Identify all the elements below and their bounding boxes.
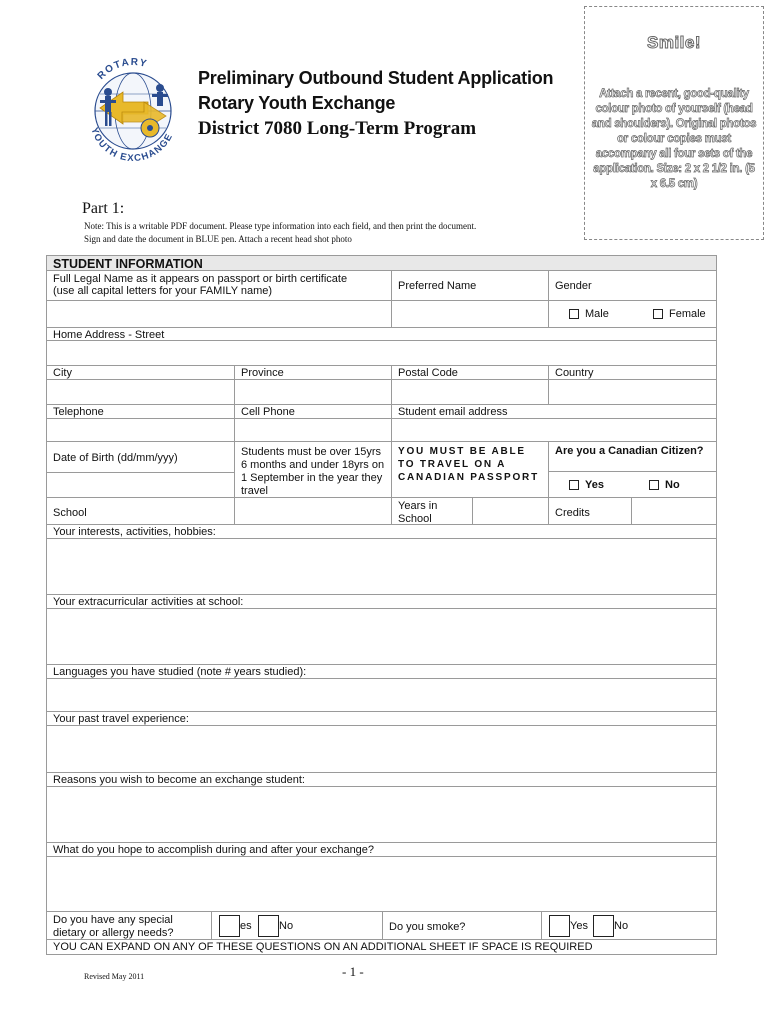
dietary-yes-checkbox[interactable] — [219, 915, 240, 937]
dietary-no-checkbox[interactable] — [258, 915, 279, 937]
passport-requirement: YOU MUST BE ABLE TO TRAVEL ON A CANADIAN PASSPORT — [391, 441, 549, 498]
revised-date: Revised May 2011 — [84, 972, 145, 981]
city-label: City — [46, 365, 235, 380]
gender-female-option[interactable] — [653, 308, 706, 320]
citizen-no-option[interactable] — [649, 479, 680, 491]
interests-label: Your interests, activities, hobbies: — [46, 524, 717, 539]
male-checkbox[interactable] — [569, 309, 579, 319]
citizen-no-label: No — [665, 479, 680, 491]
country-field[interactable] — [548, 379, 717, 405]
citizen-yes-label: Yes — [585, 479, 604, 491]
home-address-field[interactable] — [46, 340, 717, 366]
gender-options — [548, 300, 717, 328]
preferred-name-field[interactable] — [391, 300, 549, 328]
years-in-school-field[interactable] — [472, 497, 549, 525]
smoke-no-option[interactable] — [593, 915, 628, 937]
legal-name-label-2: (use all capital letters for your FAMILY name) — [53, 285, 273, 297]
rotary-youth-exchange-logo — [78, 56, 188, 166]
citizen-no-checkbox[interactable] — [649, 480, 659, 490]
school-field[interactable] — [234, 497, 392, 525]
dietary-yes-label: es — [240, 919, 252, 932]
legal-name-label — [46, 270, 392, 301]
city-field[interactable] — [46, 379, 235, 405]
smoke-label: Do you smoke? — [382, 911, 542, 940]
legal-name-field[interactable] — [46, 300, 392, 328]
section-title-text: STUDENT INFORMATION — [53, 257, 203, 271]
title-district: District 7080 Long-Term Program — [198, 118, 477, 139]
school-label: School — [46, 497, 235, 525]
page-number: - 1 - — [342, 964, 364, 979]
home-address-label: Home Address - Street — [46, 327, 717, 341]
dob-label: Date of Birth (dd/mm/yyy) — [46, 441, 235, 473]
postal-code-field[interactable] — [391, 379, 549, 405]
languages-label: Languages you have studied (note # years studied): — [46, 664, 717, 679]
section-title — [46, 255, 717, 271]
travel-field[interactable] — [46, 725, 717, 773]
female-label: Female — [669, 308, 706, 320]
accomplish-field[interactable] — [46, 856, 717, 912]
smoke-no-label: No — [614, 919, 629, 932]
citizen-options — [548, 471, 717, 498]
part-label: Part 1: — [82, 200, 125, 217]
male-label: Male — [585, 308, 609, 320]
reasons-field[interactable] — [46, 786, 717, 843]
age-requirement: Students must be over 15yrs 6 months and under 18yrs on 1 September in the year they travel — [234, 441, 392, 498]
canadian-citizen-label: Are you a Canadian Citizen? — [548, 441, 717, 472]
citizen-yes-option[interactable] — [569, 479, 604, 491]
province-field[interactable] — [234, 379, 392, 405]
years-in-school-label: Years in School — [391, 497, 473, 525]
accomplish-label: What do you hope to accomplish during and after your exchange? — [46, 842, 717, 857]
extracurricular-field[interactable] — [46, 608, 717, 665]
country-label: Country — [548, 365, 717, 380]
postal-code-label: Postal Code — [391, 365, 549, 380]
telephone-label: Telephone — [46, 404, 235, 419]
smoke-no-checkbox[interactable] — [593, 915, 614, 937]
dietary-label: Do you have any special dietary or allergy needs? — [46, 911, 212, 940]
credits-field[interactable] — [631, 497, 717, 525]
languages-field[interactable] — [46, 678, 717, 712]
smoke-yes-label: Yes — [570, 919, 588, 932]
student-email-label: Student email address — [391, 404, 717, 419]
dietary-no-label: No — [279, 919, 294, 932]
part-note-1: Note: This is a writable PDF document. Please type information into each field, and then print the document. — [84, 221, 477, 231]
extracurricular-label: Your extracurricular activities at school: — [46, 594, 717, 609]
smoke-yes-checkbox[interactable] — [549, 915, 570, 937]
cell-phone-label: Cell Phone — [234, 404, 392, 419]
telephone-field[interactable] — [46, 418, 235, 442]
legal-name-label-1: Full Legal Name as it appears on passport or birth certificate — [53, 273, 348, 285]
cell-phone-field[interactable] — [234, 418, 392, 442]
title-application: Preliminary Outbound Student Application — [198, 68, 554, 88]
title-program: Rotary Youth Exchange — [198, 93, 396, 113]
dob-field[interactable] — [46, 472, 235, 498]
photo-box-heading: Smile! — [646, 33, 702, 52]
photo-box-instructions: Attach a recent, good-quality colour photo of yourself (head and shoulders). Original photos or colour copies must accompany all four sets of the application. Size: 2 x 2 1/2 in. (5 x 6.5 cm) — [591, 88, 757, 190]
gender-male-option[interactable] — [569, 308, 609, 320]
expand-note: YOU CAN EXPAND ON ANY OF THESE QUESTIONS ON AN ADDITIONAL SHEET IF SPACE IS REQUIRED — [46, 939, 717, 955]
dietary-yes-option[interactable] — [219, 915, 252, 937]
smoke-options — [541, 911, 717, 940]
female-checkbox[interactable] — [653, 309, 663, 319]
logo-top-text: ROTARY — [95, 56, 149, 82]
photo-attachment-box — [584, 6, 764, 240]
citizen-yes-checkbox[interactable] — [569, 480, 579, 490]
dietary-options — [211, 911, 383, 940]
province-label: Province — [234, 365, 392, 380]
travel-label: Your past travel experience: — [46, 711, 717, 726]
student-email-field[interactable] — [391, 418, 717, 442]
interests-field[interactable] — [46, 538, 717, 595]
dietary-no-option[interactable] — [258, 915, 293, 937]
part-note-2: Sign and date the document in BLUE pen. Attach a recent head shot photo — [84, 234, 352, 244]
preferred-name-label: Preferred Name — [391, 270, 549, 301]
logo-bottom-text: YOUTH EXCHANGE — [88, 126, 176, 165]
reasons-label: Reasons you wish to become an exchange student: — [46, 772, 717, 787]
gender-label: Gender — [548, 270, 717, 301]
smoke-yes-option[interactable] — [549, 915, 588, 937]
credits-label: Credits — [548, 497, 632, 525]
